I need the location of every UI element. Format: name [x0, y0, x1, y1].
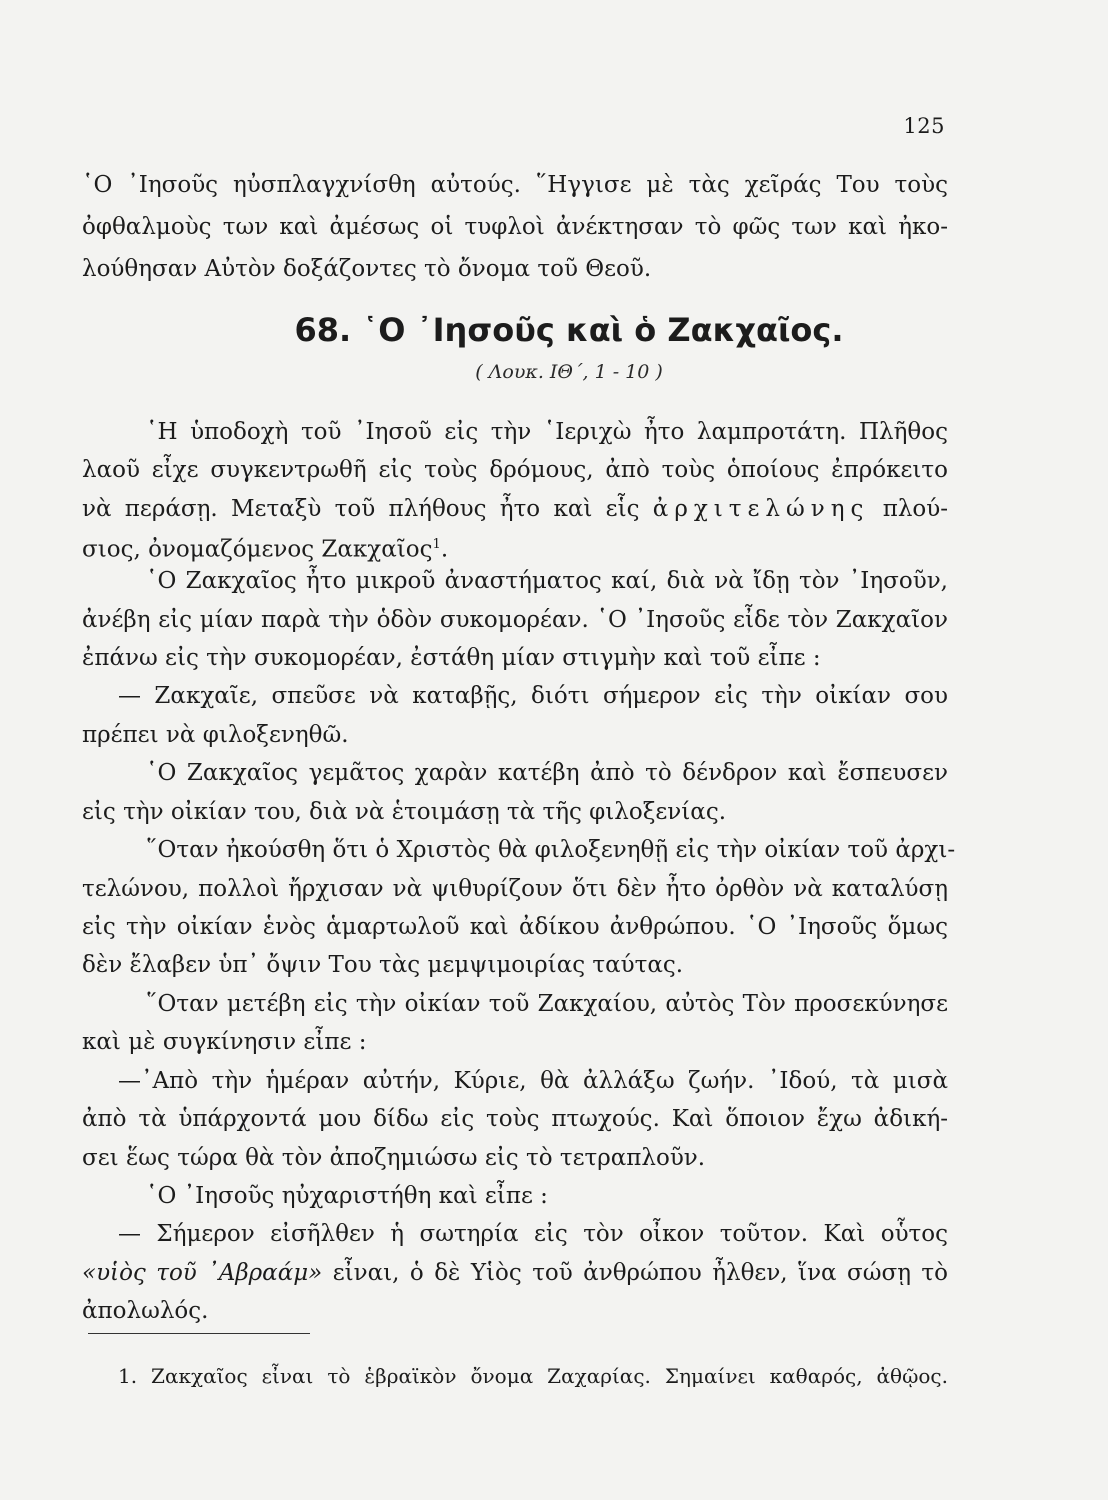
- text-line: ῾Ο Ζακχαῖος γεμᾶτος χαρὰν κατέβη ἀπὸ τὸ δένδρον καὶ ἔσπευσεν: [146, 760, 948, 787]
- text-fragment: .: [440, 537, 449, 564]
- text-line: πρέπει νὰ φιλοξενηθῶ.: [82, 721, 349, 748]
- text-line: ῞Οταν μετέβη εἰς τὴν οἰκίαν τοῦ Ζακχαίου, αὐτὸς Τὸν προσεκύνησε: [146, 990, 948, 1017]
- text-line: [82, 1252, 948, 1294]
- text-line: ῞Οταν ἠκούσθη ὅτι ὁ Χριστὸς θὰ φιλοξενηθῇ εἰς τὴν οἰκίαν τοῦ ἀρχι-: [146, 837, 956, 864]
- text-line: — Ζακχαῖε, σπεῦσε νὰ καταβῇς, διότι σήμερον εἰς τὴν οἰκίαν σου: [118, 683, 948, 710]
- text-line: ὀφθαλμοὺς των καὶ ἀμέσως οἱ τυφλοὶ ἀνέκτησαν τὸ φῶς των καὶ ἠκο-: [82, 214, 948, 240]
- text-line: ῾Ο ᾿Ιησοῦς ηὐχαριστήθη καὶ εἶπε :: [146, 1183, 548, 1210]
- text-line: εἰς τὴν οἰκίαν του, διὰ νὰ ἑτοιμάσῃ τὰ τῆς φιλοξενίας.: [82, 798, 727, 825]
- footnote-divider: [88, 1333, 310, 1334]
- footnote: 1. Ζακχαῖος εἶναι τὸ ἑβραϊκὸν ὄνομα Ζαχαρίας. Σημαίνει καθαρός, ἀθῷος.: [118, 1364, 948, 1388]
- spaced-word: ἀρχιτελώνης: [652, 495, 870, 522]
- text-line: σει ἕως τώρα θὰ τὸν ἀποζημιώσω εἰς τὸ τετραπλοῦν.: [82, 1144, 706, 1171]
- text-line: ῾Ο Ζακχαῖος ἦτο μικροῦ ἀναστήματος καί, διὰ νὰ ἴδῃ τὸν ᾿Ιησοῦν,: [146, 568, 948, 595]
- text-fragment: σιος, ὀνομαζόμενος Ζακχαῖος: [82, 537, 433, 564]
- text-line: ῾Η ὑποδοχὴ τοῦ ᾿Ιησοῦ εἰς τὴν ῾Ιεριχὼ ἦτο λαμπροτάτη. Πλῆθος: [146, 419, 948, 445]
- text-line: δὲν ἔλαβεν ὑπ᾿ ὄψιν Του τὰς μεμψιμοιρίας ταύτας.: [82, 952, 684, 979]
- text-line: ἐπάνω εἰς τὴν συκομορέαν, ἐστάθη μίαν στιγμὴν καὶ τοῦ εἶπε :: [82, 645, 821, 671]
- text-line: καὶ μὲ συγκίνησιν εἶπε :: [82, 1029, 367, 1056]
- text-line: ῾Ο ᾿Ιησοῦς ηὐσπλαγχνίσθη αὐτούς. ῞Ηγγισε μὲ τὰς χεῖράς Του τοὺς: [82, 172, 948, 198]
- footnote-marker: 1: [432, 537, 441, 553]
- text-fragment: πλού-: [882, 495, 948, 522]
- text-line: εἰς τὴν οἰκίαν ἑνὸς ἁμαρτωλοῦ καὶ ἀδίκου ἀνθρώπου. ῾Ο ᾿Ιησοῦς ὅμως: [82, 914, 948, 940]
- text-line: ἀπὸ τὰ ὑπάρχοντά μου δίδω εἰς τοὺς πτωχούς. Καὶ ὅποιον ἔχω ἀδική-: [82, 1106, 948, 1133]
- quoted-phrase: «υἱὸς τοῦ ᾿Αβραάμ»: [82, 1259, 323, 1286]
- text-line: τελώνου, πολλοὶ ἤρχισαν νὰ ψιθυρίζουν ὅτι δὲν ἦτο ὀρθὸν νὰ καταλύσῃ: [82, 875, 948, 902]
- text-line: λαοῦ εἶχε συγκεντρωθῆ εἰς τοὺς δρόμους, ἀπὸ τοὺς ὁποίους ἐπρόκειτο: [82, 457, 948, 484]
- text-line: ἀνέβη εἰς μίαν παρὰ τὴν ὁδὸν συκομορέαν. ῾Ο ᾿Ιησοῦς εἶδε τὸν Ζακχαῖον: [82, 606, 948, 633]
- text-line: λούθησαν Αὐτὸν δοξάζοντες τὸ ὄνομα τοῦ Θεοῦ.: [82, 256, 652, 282]
- page-number: 125: [903, 114, 945, 138]
- text-line: —᾿Απὸ τὴν ἡμέραν αὐτήν, Κύριε, θὰ ἀλλάξω ζωήν. ᾿Ιδού, τὰ μισὰ: [118, 1067, 948, 1094]
- section-heading: 68. ῾Ο ᾿Ιησοῦς καὶ ὁ Ζακχαῖος.: [294, 311, 844, 349]
- text-fragment: νὰ περάσῃ. Μεταξὺ τοῦ πλήθους ἦτο καὶ εἷς: [82, 495, 640, 522]
- text-line: ἀπολωλός.: [82, 1298, 209, 1325]
- text-fragment: εἶναι, ὁ δὲ Υἱὸς τοῦ ἀνθρώπου ἦλθεν, ἵνα σώσῃ τὸ: [322, 1259, 948, 1286]
- text-line: — Σήμερον εἰσῆλθεν ἡ σωτηρία εἰς τὸν οἶκον τοῦτον. Καὶ οὗτος: [118, 1221, 948, 1248]
- scripture-reference: ( Λουκ. ΙΘ΄, 1 - 10 ): [475, 361, 663, 383]
